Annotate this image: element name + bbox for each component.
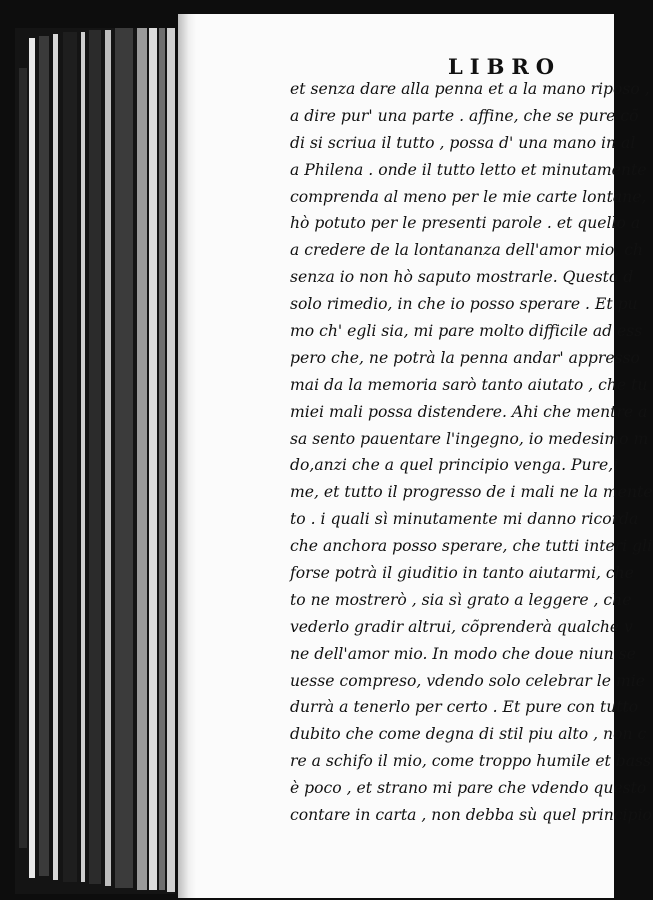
text-line: miei mali possa distendere. Ahi che mentre a bbox=[290, 402, 648, 421]
text-line: senza io non hò saputo mostrarle. Questo d bbox=[290, 268, 634, 287]
text-line: et senza dare alla penna et a la mano riposo , bbox=[290, 80, 650, 98]
text-line: forse potrà il giuditio in tanto aiutarmi, che bbox=[290, 564, 634, 583]
text-line: to . i quali sì minutamente mi danno ricorda bbox=[290, 510, 639, 529]
text-line: comprenda al meno per le mie carte lontane, bbox=[290, 187, 647, 206]
text-line: mo ch' egli sia, mi pare molto difficile ad ess bbox=[290, 322, 643, 341]
text-line: ne dell'amor mio. In modo che doue niun se bbox=[290, 644, 636, 663]
text-line: dubito che come degna di stil piu alto , non c bbox=[290, 725, 647, 744]
book-page bbox=[178, 14, 653, 898]
text-line: sa sento pauentare l'ingegno, io medesimo m bbox=[290, 429, 649, 448]
text-line: che anchora posso sperare, che tutti interi gli bbox=[290, 537, 653, 556]
running-head: LIBRO bbox=[448, 54, 562, 79]
text-line: hò potuto per le presenti parole . et quello a bbox=[290, 214, 641, 233]
text-line: a credere de la lontananza dell'amor mio, ch bbox=[290, 241, 643, 260]
text-line: uesse compreso, vdendo solo celebrar le mie bbox=[290, 671, 645, 690]
page-edge-stack bbox=[15, 28, 175, 894]
text-line: contare in carta , non debba sù quel principio bbox=[290, 806, 652, 825]
text-line: mai da la memoria sarò tanto aiutato , che tu bbox=[290, 375, 648, 394]
text-line: a dire pur' una parte . affine, che se pure cõ bbox=[290, 106, 639, 125]
text-line: solo rimedio, in che io posso sperare . Et pu bbox=[290, 295, 638, 314]
text-line: me, et tutto il progresso de i mali ne la mente bbox=[290, 483, 653, 502]
text-line: a Philena . onde il tutto letto et minutamente bbox=[290, 160, 647, 179]
text-line: vederlo gradir altrui, cõprenderà qualche v bbox=[290, 617, 633, 636]
text-line: durrà a tenerlo per certo . Et pure con tutto bbox=[290, 698, 639, 717]
text-line: to ne mostrerò , sia sì grato a leggere , che bbox=[290, 590, 632, 609]
page-text-block bbox=[290, 76, 653, 829]
page-gutter-shadow bbox=[178, 14, 196, 898]
text-line: è poco , et strano mi pare che vdendo questo bbox=[290, 779, 647, 798]
text-line: pero che, ne potrà la penna andar' appresso bbox=[290, 348, 640, 367]
text-line: di si scriua il tutto , possa d' una mano in al bbox=[290, 133, 636, 152]
text-line: re a schifo il mio, come troppo humile et bass bbox=[290, 752, 652, 771]
text-line: do,anzi che a quel principio venga. Pure,i bbox=[290, 456, 619, 475]
